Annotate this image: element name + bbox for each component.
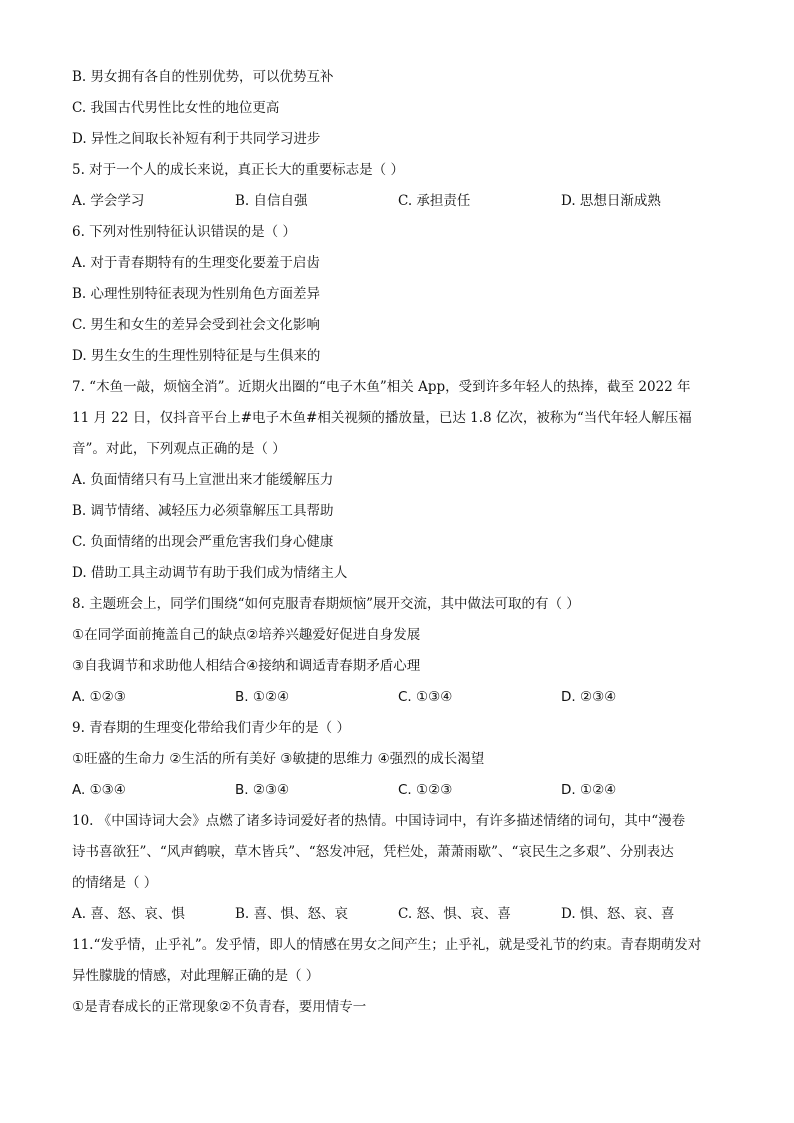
q5-option-b: B. 自信自强 xyxy=(235,193,308,209)
q9-options xyxy=(72,775,734,806)
q8-stem: 8. 主题班会上，同学们围绕“如何克服青春期烦恼”展开交流，其中做法可取的有（ ） xyxy=(72,596,580,612)
q7-option-c: C. 负面情绪的出现会严重危害我们身心健康 xyxy=(72,534,334,550)
q10-stem-line-1: 10. 《中国诗词大会》点燃了诸多诗词爱好者的热情。中国诗词中，有许多描述情绪的词句，其中“漫卷 xyxy=(72,813,686,829)
q9-stem: 9. 青春期的生理变化带给我们青少年的是（ ） xyxy=(72,720,350,736)
q10-stem-line-3: 的情绪是（ ） xyxy=(72,875,158,891)
q11-items-line-1: ①是青春成长的正常现象②不负青春，要用情专一 xyxy=(72,999,367,1015)
q4-option-c: C. 我国古代男性比女性的地位更高 xyxy=(72,100,280,116)
q10-option-d: D. 惧、怒、哀、喜 xyxy=(561,906,675,922)
q7-option-a: A. 负面情绪只有马上宣泄出来才能缓解压力 xyxy=(72,472,334,488)
q7-stem-line-3: 音”。对此，下列观点正确的是（ ） xyxy=(72,441,286,457)
q9-option-c: C. ①②③ xyxy=(398,782,453,798)
q10-option-a: A. 喜、怒、哀、惧 xyxy=(72,906,185,922)
q11-stem-line-1: 11.“发乎情，止乎礼”。发乎情，即人的情感在男女之间产生；止乎礼，就是受礼节的约束。青春期萌发对 xyxy=(72,937,702,953)
q6-stem: 6. 下列对性别特征认识错误的是（ ） xyxy=(72,224,296,240)
q8-options xyxy=(72,682,734,713)
q10-option-b: B. 喜、惧、怒、哀 xyxy=(235,906,349,922)
q6-option-d: D. 男生女生的生理性别特征是与生俱来的 xyxy=(72,348,321,364)
q9-option-d: D. ①②④ xyxy=(561,782,617,798)
q6-option-c: C. 男生和女生的差异会受到社会文化影响 xyxy=(72,317,320,333)
q8-items-line-1: ①在同学面前掩盖自己的缺点②培养兴趣爱好促进自身发展 xyxy=(72,627,421,643)
q8-option-b: B. ①②④ xyxy=(235,689,290,705)
q7-option-d: D. 借助工具主动调节有助于我们成为情绪主人 xyxy=(72,565,348,581)
q8-option-c: C. ①③④ xyxy=(398,689,453,705)
q6-option-a: A. 对于青春期特有的生理变化要羞于启齿 xyxy=(72,255,320,271)
q7-stem-line-1: 7. “木鱼一敲，烦恼全消”。近期火出圈的“电子木鱼”相关 App，受到许多年轻人的热捧，截至 2022 年 xyxy=(72,379,691,395)
q7-stem-line-2: 11 月 22 日，仅抖音平台上#电子木鱼#相关视频的播放量，已达 1.8 亿次，被称为“当代年轻人解压福 xyxy=(72,410,692,426)
q10-stem-line-2: 诗书喜欲狂”、“风声鹤唳，草木皆兵”、“怒发冲冠，凭栏处，萧萧雨歇”、“哀民生之多艰”、分别表达 xyxy=(72,844,674,860)
q9-option-b: B. ②③④ xyxy=(235,782,290,798)
q8-items-line-2: ③自我调节和求助他人相结合④接纳和调适青春期矛盾心理 xyxy=(72,658,421,674)
q5-option-c: C. 承担责任 xyxy=(398,193,471,209)
q5-option-d: D. 思想日渐成熟 xyxy=(561,193,661,209)
q5-stem: 5. 对于一个人的成长来说，真正长大的重要标志是（ ） xyxy=(72,162,404,178)
q10-option-c: C. 怒、惧、哀、喜 xyxy=(398,906,511,922)
q4-option-d: D. 异性之间取长补短有利于共同学习进步 xyxy=(72,131,321,147)
q7-option-b: B. 调节情绪、减轻压力必须靠解压工具帮助 xyxy=(72,503,334,519)
q8-option-d: D. ②③④ xyxy=(561,689,617,705)
q6-option-b: B. 心理性别特征表现为性别角色方面差异 xyxy=(72,286,321,302)
q10-options xyxy=(72,899,734,930)
q5-options xyxy=(72,186,734,217)
q11-stem-line-2: 异性朦胧的情感，对此理解正确的是（ ） xyxy=(72,968,320,984)
q9-items: ①旺盛的生命力 ②生活的所有美好 ③敏捷的思维力 ④强烈的成长渴望 xyxy=(72,751,485,767)
q4-option-b: B. 男女拥有各自的性别优势，可以优势互补 xyxy=(72,69,334,85)
q8-option-a: A. ①②③ xyxy=(72,689,126,705)
q5-option-a: A. 学会学习 xyxy=(72,193,145,209)
q9-option-a: A. ①③④ xyxy=(72,782,126,798)
